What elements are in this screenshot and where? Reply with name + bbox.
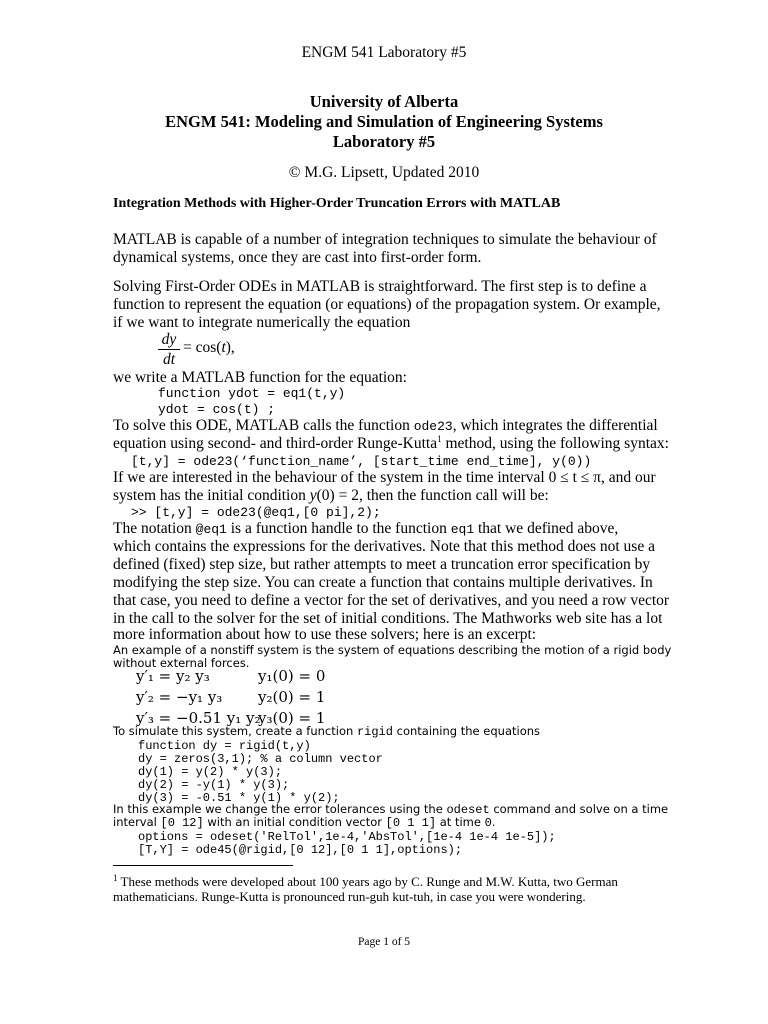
system-equation-1: y′₁ = y₂ y₃	[136, 667, 210, 685]
footnote-ref: 1	[437, 434, 442, 444]
inline-code: [0 12]	[160, 816, 204, 830]
footnote-line-1: $^1$ These methods were developed about 100 years ago by C. Runge and M.W. Kutta, two German	[113, 873, 618, 889]
initial-condition-3: y₃(0) = 1	[258, 709, 326, 727]
system-equation-3: y′₃ = −0.51 y₁ y₂	[136, 709, 261, 727]
course-title: ENGM 541: Modeling and Simulation of Engineering Systems	[165, 112, 603, 131]
code-line: dy = zeros(3,1); % a column vector	[138, 752, 383, 766]
notation-line: in the call to the solver for the set of initial conditions. The Mathworks web site has a lot	[113, 610, 663, 627]
code-line: [T,Y] = ode45(@rigid,[0 12],[0 1 1],options);	[138, 843, 463, 857]
initial-condition-2: y₂(0) = 1	[258, 688, 326, 706]
notation-line: which contains the expressions for the derivatives. Note that this method does not use a	[113, 538, 655, 555]
inline-code: eq1	[450, 522, 475, 537]
inline-code: [0 1 1]	[385, 816, 437, 830]
inline-code: rigid	[356, 725, 393, 739]
code-line: dy(3) = -0.51 * y(1) * y(2);	[138, 791, 340, 805]
derivative-fraction	[158, 331, 180, 368]
code-line: function ydot = eq1(t,y)	[158, 386, 346, 401]
inline-code: 0	[484, 816, 492, 830]
notation-line: defined (fixed) step size, but rather attempts to meet a truncation error specification by	[113, 556, 651, 573]
paragraph-1-line-2: dynamical systems, once they are cast into first-order form.	[113, 249, 482, 266]
paragraph-2-line-2: function to represent the equation (or equations) of the propagation system. Or example,	[113, 296, 661, 313]
fraction-bar	[158, 349, 180, 350]
equation-rhs: = cos(t),	[183, 339, 235, 356]
footnote-line-2: mathematicians. Runge-Kutta is pronounced run-guh kut-tuh, in case you were wondering.	[113, 889, 586, 904]
simulate-line: To simulate this system, create a function rigid containing the equations	[113, 724, 541, 739]
paragraph-2-line-1: Solving First-Order ODEs in MATLAB is straightforward. The first step is to define a	[113, 278, 647, 295]
tolerance-line-2: interval [0 12] with an initial condition vector [0 1 1] at time 0.	[113, 815, 496, 830]
excerpt-intro-line-1: An example of a nonstiff system is the system of equations describing the motion of a rigid body	[113, 643, 672, 657]
footnote-separator	[113, 865, 293, 866]
paragraph-1-line-1: MATLAB is capable of a number of integration techniques to simulate the behaviour of	[113, 231, 657, 248]
page-number: Page 1 of 5	[357, 936, 411, 948]
interval-line-2: system has the initial condition y(0) = 2, then the function call will be:	[113, 487, 549, 504]
footnote-mark: 1	[113, 873, 118, 883]
solve-line-1: To solve this ODE, MATLAB calls the function ode23, which integrates the differential	[113, 417, 658, 434]
notation-line: more information about how to use these solvers; here is an excerpt:	[113, 626, 537, 643]
initial-condition-1: y₁(0) = 0	[258, 667, 326, 685]
inline-code: @eq1	[195, 522, 227, 537]
write-function-line: we write a MATLAB function for the equation:	[113, 369, 407, 386]
notation-line: that case, you need to define a vector for the set of derivatives, and you need a row vector	[113, 592, 670, 609]
university-title: University of Alberta	[309, 92, 459, 111]
author-line: © M.G. Lipsett, Updated 2010	[288, 164, 480, 181]
section-heading: Integration Methods with Higher-Order Truncation Errors with MATLAB	[113, 196, 561, 211]
code-line: dy(2) = -y(1) * y(3);	[138, 778, 290, 792]
code-line: dy(1) = y(2) * y(3);	[138, 765, 283, 779]
paragraph-2-line-3: if we want to integrate numerically the equation	[113, 314, 411, 331]
fraction-numerator: dy	[161, 331, 177, 348]
running-header: ENGM 541 Laboratory #5	[301, 44, 467, 61]
code-line: function dy = rigid(t,y)	[138, 739, 311, 753]
excerpt-intro-line-2: without external forces.	[113, 656, 250, 670]
inline-code: ode23	[413, 419, 453, 434]
call-code-line: >> [t,y] = ode23(@eq1,[0 pi],2);	[131, 505, 381, 520]
system-equation-2: y′₂ = −y₁ y₃	[136, 688, 223, 706]
code-line: ydot = cos(t) ;	[158, 402, 276, 417]
notation-line-1: The notation @eq1 is a function handle to the function eq1 that we defined above,	[113, 520, 619, 537]
code-line: options = odeset('RelTol',1e-4,'AbsTol',[1e-4 1e-4 1e-5]);	[138, 830, 556, 844]
syntax-code-line: [t,y] = ode23(‘function_name’, [start_time end_time], y(0))	[131, 454, 592, 469]
solve-line-2: equation using second- and third-order Runge-Kutta$^1$ method, using the following syntax:	[113, 434, 669, 452]
fraction-denominator: dt	[162, 351, 176, 368]
notation-line: modifying the step size. You can create a function that contains multiple derivatives. In	[113, 574, 653, 591]
tolerance-line-1: In this example we change the error tolerances using the odeset command and solve on a time	[113, 802, 669, 817]
lab-title: Laboratory #5	[332, 132, 436, 151]
interval-line-1: If we are interested in the behaviour of the system in the time interval 0 ≤ t ≤ π, and our	[113, 469, 656, 486]
inline-code: odeset	[446, 803, 490, 817]
